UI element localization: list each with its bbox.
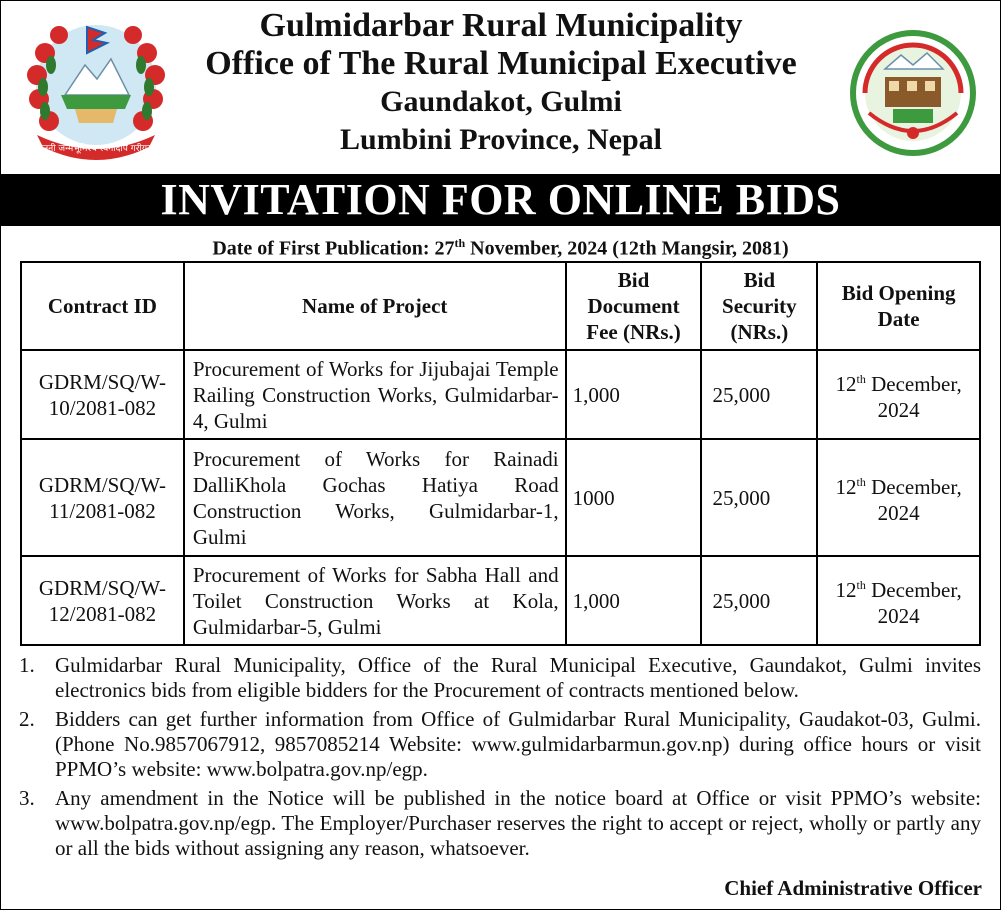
notice-title-banner: INVITATION FOR ONLINE BIDS — [1, 174, 1000, 226]
table-row — [21, 439, 980, 556]
list-item — [19, 786, 981, 861]
header-project-name: Name of Project — [184, 262, 566, 350]
document-fee-cell: 1,000 — [566, 556, 702, 645]
date-day: 12 — [835, 578, 857, 602]
municipality-name: Gulmidarbar Rural Municipality — [259, 7, 743, 44]
list-item — [19, 653, 981, 703]
contract-id-cell: GDRM/SQ/W-10/2081-082 — [21, 350, 184, 439]
opening-date-cell — [817, 556, 980, 645]
bids-table — [20, 261, 981, 646]
list-item — [19, 707, 981, 782]
signatory-title: Chief Administrative Officer — [724, 876, 982, 900]
header-document-fee: Bid Document Fee (NRs.) — [566, 262, 702, 350]
list-item-text: Gulmidarbar Rural Municipality, Office of the Rural Municipal Executive, Gaundakot, Gulmi invites electronics bids from eligible bidders for the Procurement of contracts mentioned below. — [55, 653, 981, 702]
publication-date — [1, 230, 1000, 262]
office-location: Gaundakot, Gulmi — [380, 85, 622, 118]
publication-date-sup: th — [454, 236, 466, 250]
opening-date-cell — [817, 439, 980, 556]
list-item-number: 1. — [19, 653, 35, 677]
project-name-cell: Procurement of Works for Rainadi DalliKhola Gochas Hatiya Road Construction Works, Gulmidarbar-1, Gulmi — [184, 439, 566, 556]
bid-security-cell: 25,000 — [701, 439, 817, 556]
date-rest: December, 2024 — [865, 372, 962, 422]
project-name-cell: Procurement of Works for Jijubajai Temple Railing Construction Works, Gulmidarbar-4, Gulmi — [184, 350, 566, 439]
province-country: Lumbini Province, Nepal — [340, 123, 662, 156]
table-header-row — [21, 262, 980, 350]
project-name-cell: Procurement of Works for Sabha Hall and Toilet Construction Works at Kola, Gulmidarbar-5, Gulmi — [184, 556, 566, 645]
opening-date-cell — [817, 350, 980, 439]
document-fee-cell: 1,000 — [566, 350, 702, 439]
header-bid-security: Bid Security (NRs.) — [701, 262, 817, 350]
publication-date-text: Date of First Publication: 27 — [212, 237, 455, 260]
date-rest: December, 2024 — [865, 475, 962, 525]
date-sup: th — [856, 475, 866, 489]
table-row — [21, 350, 980, 439]
municipality-seal-icon — [849, 29, 977, 157]
office-heading — [171, 7, 831, 159]
nepal-emblem-icon — [15, 13, 177, 163]
svg-text:जननी जन्मभूमिश्च स्वर्गादपि गर: जननी जन्मभूमिश्च स्वर्गादपि गरीयसी — [36, 144, 156, 154]
table-row — [21, 556, 980, 645]
notice-header — [1, 1, 1000, 173]
list-item-number: 3. — [19, 786, 35, 810]
header-contract-id: Contract ID — [21, 262, 184, 350]
date-day: 12 — [835, 372, 857, 396]
notice-terms — [19, 653, 981, 865]
publication-date-rest: November, 2024 (12th Mangsir, 2081) — [465, 237, 789, 260]
date-sup: th — [856, 372, 866, 386]
contract-id-cell: GDRM/SQ/W-12/2081-082 — [21, 556, 184, 645]
document-fee-cell: 1000 — [566, 439, 702, 556]
bid-security-cell: 25,000 — [701, 556, 817, 645]
date-sup: th — [856, 578, 866, 592]
bid-security-cell: 25,000 — [701, 350, 817, 439]
list-item-number: 2. — [19, 707, 35, 731]
list-item-text: Any amendment in the Notice will be published in the notice board at Office or visit PPMO’s website: www.bolpatra.gov.np/egp. The Employer/Purchaser reserves the right to accept or reject, wholly or partly any or all the bids without assigning any reason, whatsoever. — [55, 786, 981, 860]
office-name: Office of The Rural Municipal Executive — [205, 45, 797, 82]
contract-id-cell: GDRM/SQ/W-11/2081-082 — [21, 439, 184, 556]
date-rest: December, 2024 — [865, 578, 962, 628]
header-opening-date: Bid Opening Date — [817, 262, 980, 350]
date-day: 12 — [835, 475, 857, 499]
list-item-text: Bidders can get further information from Office of Gulmidarbar Rural Municipality, Gaudakot-03, Gulmi. (Phone No.9857067912, 9857085214 Website: www.gulmidarbarmun.gov.np) during office hours or visit PPMO’s website: www.bolpatra.gov.np/egp. — [55, 707, 981, 781]
